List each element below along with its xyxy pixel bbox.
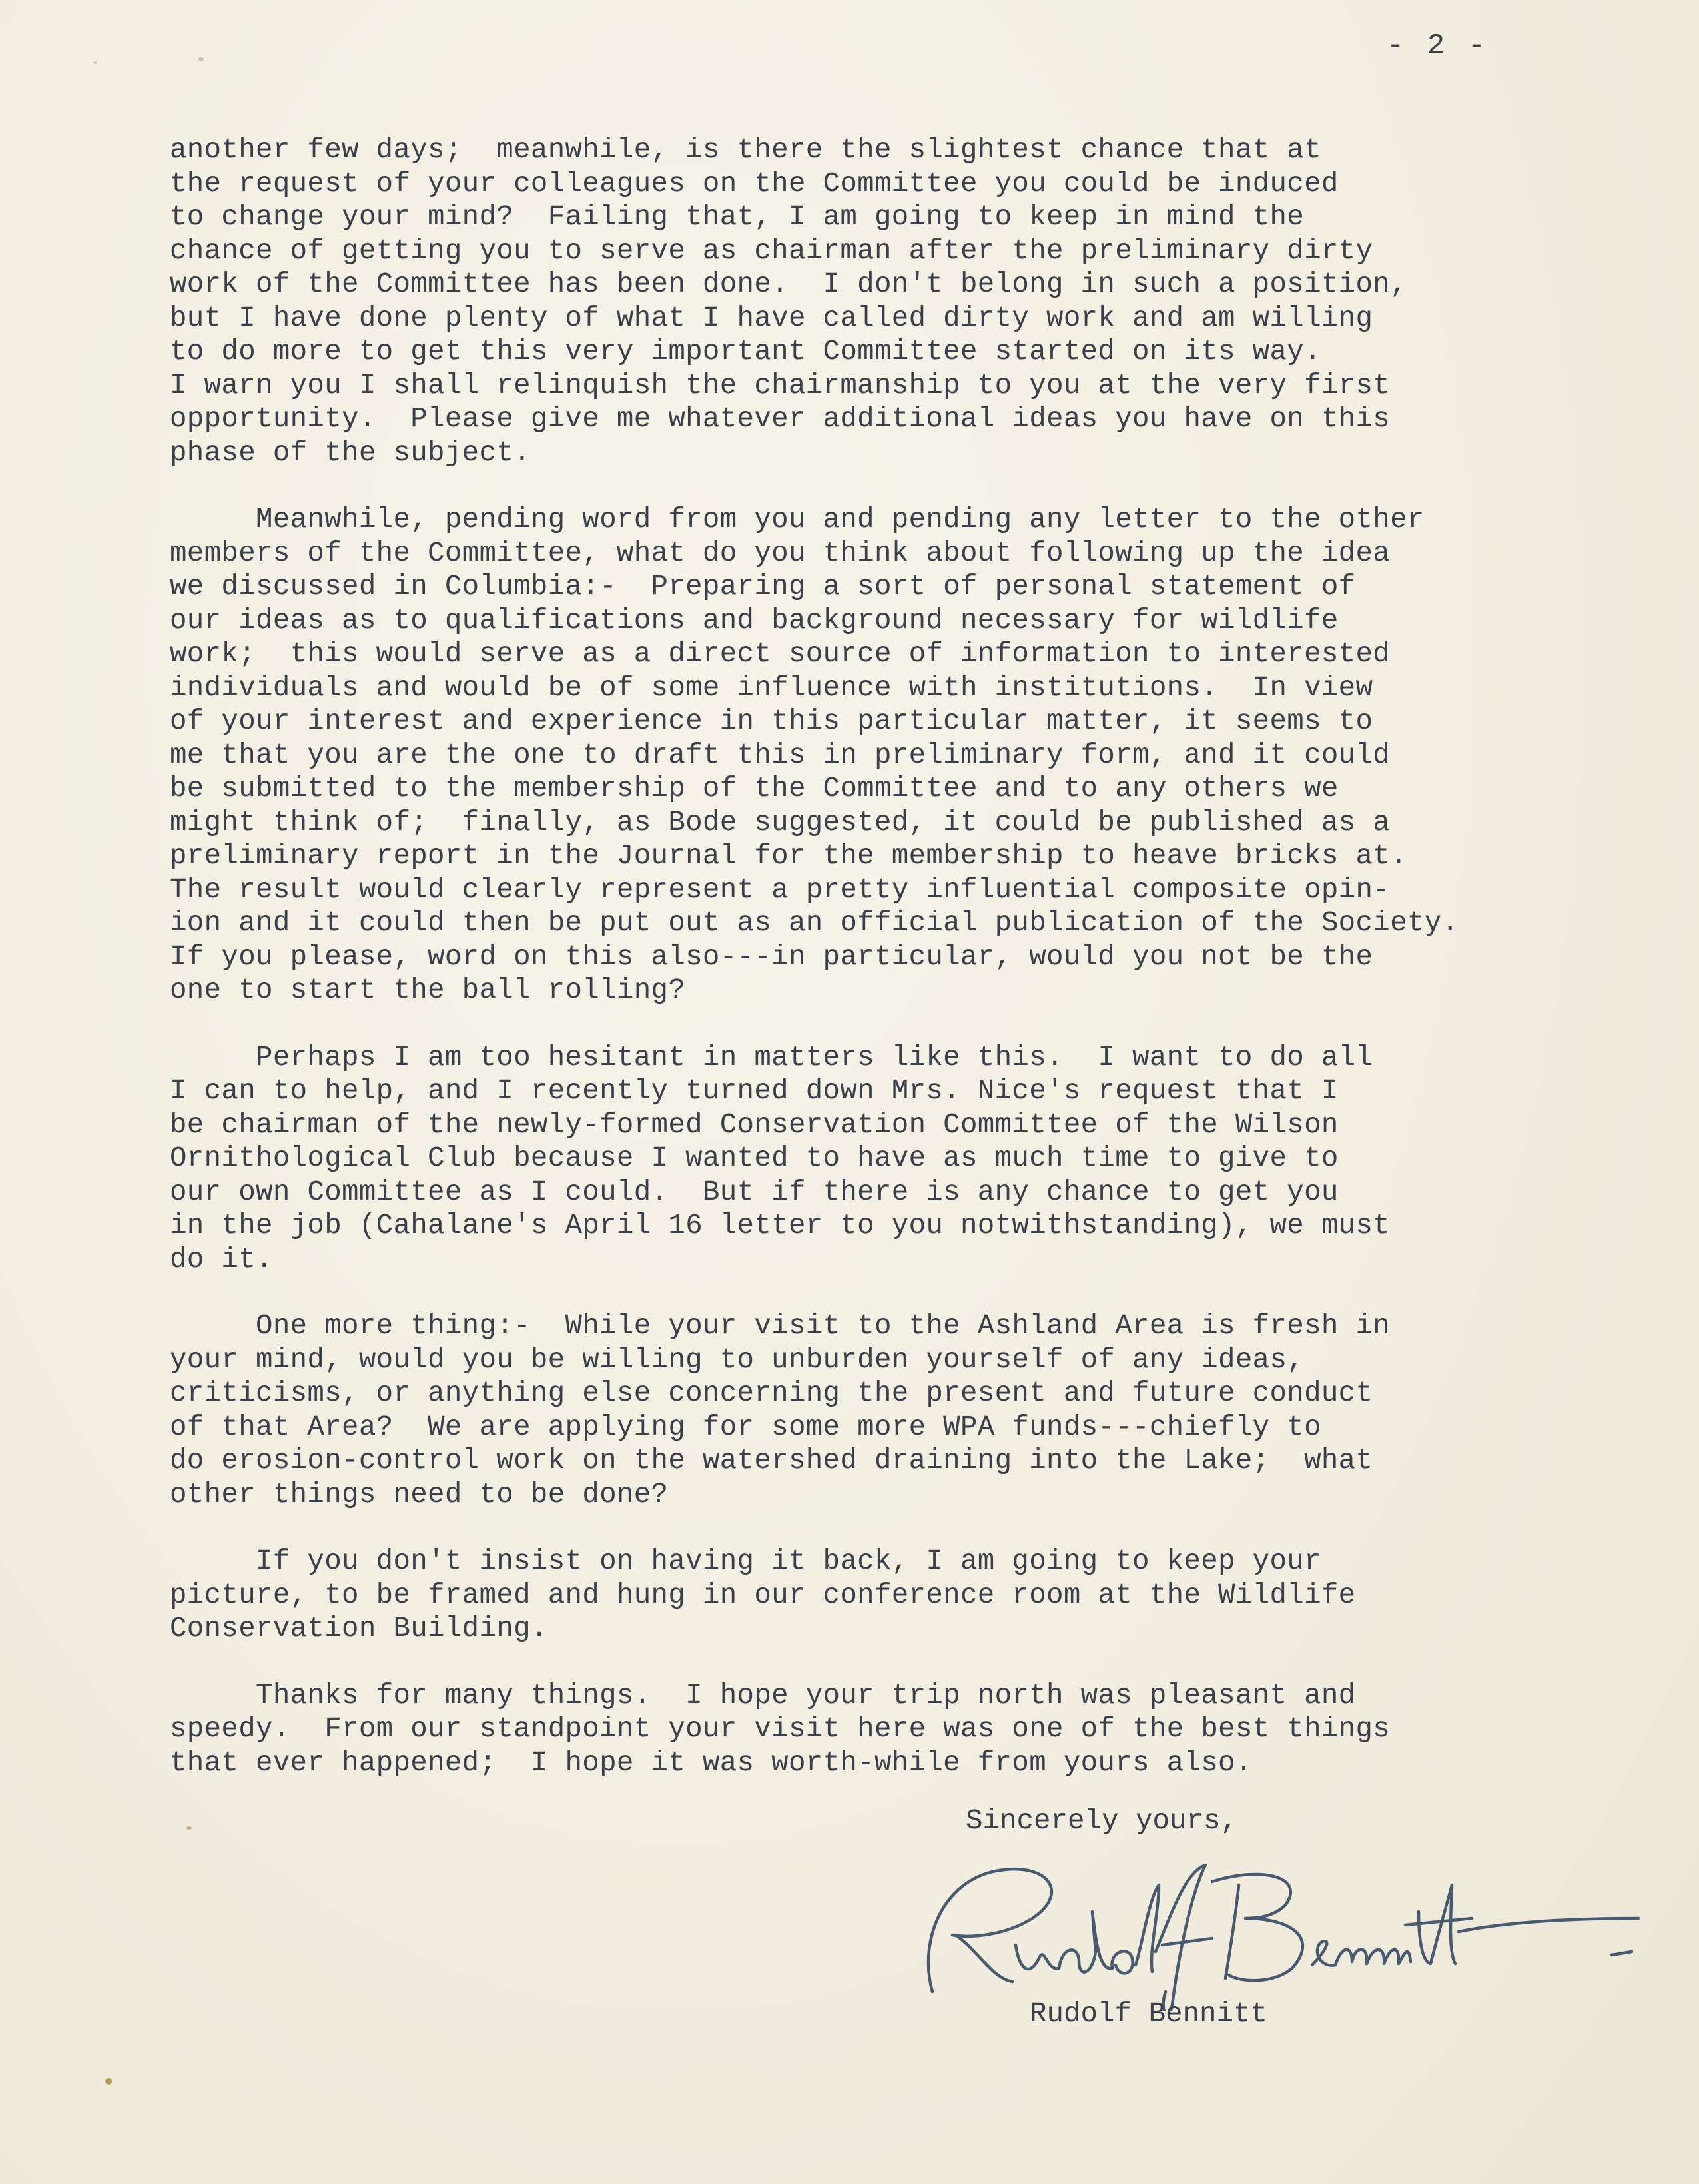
paper-speck (93, 61, 97, 64)
text-line: members of the Committee, what do you think about following up the idea (170, 537, 1391, 569)
letter-paragraph (170, 1309, 1655, 1511)
text-line: Perhaps I am too hesitant in matters like this. I want to do all (170, 1041, 1373, 1074)
text-line: might think of; finally, as Bode suggested, it could be published as a (170, 806, 1391, 839)
signer-typed-name: Rudolf Bennitt (1030, 1998, 1268, 2030)
text-line: chance of getting you to serve as chairman after the preliminary dirty (170, 234, 1373, 267)
text-line: Conservation Building. (170, 1613, 548, 1644)
text-line: One more thing:- While your visit to the Ashland Area is fresh in (170, 1310, 1391, 1342)
text-line: of that Area? We are applying for some more WPA funds---chiefly to (170, 1411, 1321, 1443)
text-line: Ornithological Club because I wanted to have as much time to give to (170, 1142, 1339, 1174)
letter-paragraph (170, 1545, 1655, 1646)
text-line: If you don't insist on having it back, I am going to keep your (170, 1545, 1321, 1577)
text-line: phase of the subject. (170, 436, 531, 469)
text-line: do it. (170, 1243, 273, 1275)
text-line: criticisms, or anything else concerning the present and future conduct (170, 1377, 1373, 1409)
text-line: me that you are the one to draft this in preliminary form, and it could (170, 739, 1391, 771)
text-line: in the job (Cahalane's April 16 letter to you notwithstanding), we must (170, 1210, 1391, 1242)
text-line: The result would clearly represent a pretty influential composite opin- (170, 873, 1391, 906)
text-line: to do more to get this very important Committee started on its way. (170, 336, 1321, 368)
closing-salutation: Sincerely yours, (966, 1805, 1238, 1837)
text-line: to change your mind? Failing that, I am going to keep in mind the (170, 201, 1305, 233)
text-line: of your interest and experience in this particular matter, it seems to (170, 705, 1373, 737)
text-line: be chairman of the newly-formed Conservation Committee of the Wilson (170, 1108, 1339, 1141)
text-line: we discussed in Columbia:- Preparing a sort of personal statement of (170, 571, 1356, 603)
text-line: but I have done plenty of what I have called dirty work and am willing (170, 302, 1373, 334)
text-line: preliminary report in the Journal for the membership to heave bricks at. (170, 840, 1407, 872)
letter-paragraph (170, 133, 1655, 470)
text-line: I warn you I shall relinquish the chairmanship to you at the very first (170, 369, 1391, 402)
text-line: ion and it could then be put out as an official publication of the Society. (170, 907, 1459, 939)
text-line: picture, to be framed and hung in our conference room at the Wildlife (170, 1579, 1356, 1611)
text-line: If you please, word on this also---in particular, would you not be the (170, 940, 1373, 973)
text-line: I can to help, and I recently turned down Mrs. Nice's request that I (170, 1075, 1339, 1107)
letter-paragraph (170, 1041, 1655, 1277)
text-line: Meanwhile, pending word from you and pending any letter to the other (170, 504, 1425, 536)
text-line: our ideas as to qualifications and background necessary for wildlife (170, 604, 1339, 637)
letter-paragraph (170, 1679, 1655, 1780)
text-line: opportunity. Please give me whatever additional ideas you have on this (170, 403, 1391, 435)
handwritten-signature (892, 1845, 1665, 2011)
text-line: work of the Committee has been done. I don't belong in such a position, (170, 268, 1407, 300)
text-line: do erosion-control work on the watershed draining into the Lake; what (170, 1445, 1373, 1477)
text-line: that ever happened; I hope it was worth-while from yours also. (170, 1746, 1253, 1779)
text-line: Thanks for many things. I hope your trip north was pleasant and (170, 1679, 1356, 1712)
text-line: individuals and would be of some influence with institutions. In view (170, 671, 1373, 704)
page-number: - 2 - (1387, 29, 1489, 63)
text-line: be submitted to the membership of the Committee and to any others we (170, 773, 1339, 805)
text-line: work; this would serve as a direct source of information to interested (170, 638, 1391, 670)
text-line: your mind, would you be willing to unburden yourself of any ideas, (170, 1343, 1305, 1376)
text-line: our own Committee as I could. But if there is any chance to get you (170, 1176, 1339, 1208)
paper-speck (105, 2078, 112, 2085)
paper-speck (198, 57, 204, 61)
text-line: one to start the ball rolling? (170, 974, 686, 1006)
text-line: speedy. From our standpoint your visit here was one of the best things (170, 1713, 1391, 1745)
letter-body (170, 133, 1655, 1813)
text-line: another few days; meanwhile, is there the slightest chance that at (170, 134, 1321, 166)
text-line: the request of your colleagues on the Committee you could be induced (170, 167, 1339, 200)
svg-text:Rudolf Bennitt: Rudolf Bennitt (1292, 2008, 1298, 2009)
text-line: other things need to be done? (170, 1478, 669, 1511)
paper-speck (186, 1826, 192, 1830)
letter-paragraph (170, 503, 1655, 1008)
